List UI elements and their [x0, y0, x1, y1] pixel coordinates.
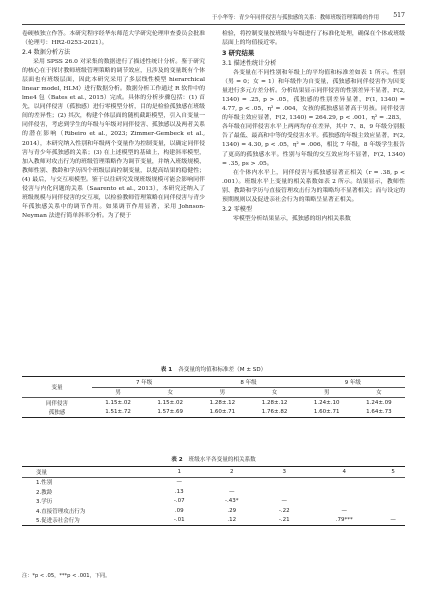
column-header: 3	[261, 467, 308, 478]
section-heading: 3 研究结果	[222, 49, 255, 58]
paragraph: 零模型分析结果显示，孤独感的组内相关系数	[233, 215, 351, 222]
row-label: 孤独感	[48, 410, 66, 417]
table-cell	[261, 477, 308, 487]
paragraph: 检验，将控制变量按班级与年级进行了标准化处理，确保在个体或班级层面上的均值接近零。	[222, 31, 405, 47]
table-cell: 1.60±.71	[313, 409, 340, 416]
table-cell: -.43*	[224, 498, 239, 505]
table-cell: .09	[174, 507, 184, 514]
subsection-heading: 2.4 数据分析方法	[22, 49, 71, 57]
row-label: 1.性别	[36, 480, 53, 487]
table-note: 注：*p < .05，***p < .001，下同。	[22, 573, 111, 579]
table-cell: 1.24±.10	[313, 399, 340, 406]
table2	[22, 466, 405, 526]
table-cell: —	[176, 479, 182, 486]
left-column	[22, 30, 205, 221]
table-cell	[261, 487, 308, 497]
right-column	[222, 30, 405, 224]
table2-number: 表 2	[171, 457, 183, 463]
table-row	[22, 497, 405, 507]
column-header: 2	[203, 467, 261, 478]
table-cell: —	[281, 498, 287, 505]
table1-sex-header: 男	[301, 387, 353, 398]
table-cell	[307, 477, 381, 487]
table-cell: 1.51±.72	[105, 409, 131, 416]
table1-number: 表 1	[160, 367, 173, 373]
table-cell: 1.60±.71	[209, 409, 236, 416]
table1-sex-header: 女	[353, 387, 405, 398]
table-row	[22, 477, 405, 487]
row-label: 4.直接管理攻击行为	[36, 508, 86, 515]
table-cell: 1.76±.82	[261, 409, 288, 416]
table-cell	[381, 506, 405, 516]
table-cell	[307, 497, 381, 507]
table-cell: .29	[227, 507, 237, 514]
column-header: 1	[156, 467, 203, 478]
table-row	[22, 408, 405, 418]
table-cell: .13	[174, 488, 184, 495]
table-cell: 1.57±.69	[157, 409, 184, 416]
table1-title: 各变量的均值和标准差（M ± SD）	[178, 367, 267, 373]
table-cell: -.21	[278, 517, 290, 524]
table-cell: 1.28±.12	[209, 399, 236, 406]
table-cell: -.07	[173, 498, 185, 505]
table1-sex-header: 女	[248, 387, 300, 398]
table-cell	[381, 477, 405, 487]
table1-sex-header: 女	[144, 387, 196, 398]
table2-caption	[22, 455, 405, 463]
table-cell: 1.15±.02	[105, 399, 131, 406]
table-cell: —	[341, 507, 348, 514]
table1-grade8-header: 8 年级	[196, 377, 300, 388]
table-row	[22, 487, 405, 497]
table1-var-header: 变量	[22, 377, 92, 398]
subsection-heading: 3.1 描述性统计分析	[222, 60, 277, 68]
row-label: 3.学历	[36, 499, 53, 506]
table-cell: .79***	[335, 517, 353, 524]
table-cell: -.22	[278, 507, 290, 514]
table1-sex-header: 男	[196, 387, 248, 398]
table-row	[22, 506, 405, 516]
table-cell	[381, 487, 405, 497]
table-cell	[203, 477, 261, 487]
row-label: 同伴侵害	[45, 400, 68, 407]
paragraph: 卷硬核独立作答。本研究程序经华东师范大学研究伦理审查委员会批准（伦理号：HR2-0253-2021）。	[22, 31, 205, 47]
row-label: 2.教龄	[36, 489, 53, 496]
column-header: 5	[381, 467, 405, 478]
table1-grade7-header: 7 年级	[92, 377, 196, 388]
page-number: 517	[393, 12, 405, 19]
table1-sex-header: 男	[92, 387, 144, 398]
subsection-heading: 3.2 零模型	[222, 205, 252, 213]
paragraph: 采用 SPSS 26.0 对采集的数据进行了描述性统计分析。鉴于研究的核心在于探讨教师班级管理策略的调节效应，且涉及的变量既有个体层面也有班级层面，因此本研究采用了多层线性模型 hierarchical linear model, HLM）进行数据分析。数据分析工作通过 R 软件中的 lme4 包（Bates et al., 2015）完成。具体的分析步骤包括：(1) 首先，以同伴侵害（孤独感）进行零模型分析，目的是检验孤独感在班级间的差异性；(2) 其次，构建个体层面的随机截距模型，引入自变量一同伴侵害，考虑到学生的年级与年级对同伴侵害、孤独感以及两者关系的潜在影响（Ribeiro et al., 2023; Zimmer-Gembeck et al., 2014），本研究纳入性别和年级两个变量作为控制变量，以确定同伴侵害与青少年孤独感的关系；(3) 在上述模型的基础上，构建斜率模型，加入教师对攻击行为的班级管理策略作为调节变量，并纳入班级规模、教师性别、教龄和学历四个班级层面控制变量，以提高结果的稳健性；(4) 最后，与交互项模型。鉴于以往研究发现班级规模可能会影响同伴侵害与内化问题的关系（Saarento et al., 2013），本研究还纳入了班级规模与同伴侵害的交互项，以检验教师管理策略在同伴侵害与青少年孤独感关系中的调节作用。如果调节作用显著，采用 Johnson-Neyman 法进行简单斜率分析。为了便于	[22, 59, 205, 219]
paragraph: 各变量在不同性别和年级上的平均值和标准差如表 1 所示。性别（男 = 0；女 = 1）和年级作为自变量，孤独感和同伴侵害作为因变量进行多元方差分析。分析结果显示同伴侵害的性别差异不显著，F(2, 1340) = .25, p > .05，孤独感的性别差异显著，F(1, 1340) = 4.77, p < .05，η² = .004，女孩的孤独感显著高于男孩。同伴侵害的年级主效应显著，F(2, 1340) = 264.29, p < .001，η² = .283，各年级在同伴侵害水平上两两均存在差异，其中 7、8、9 年级分别报告了最低、最高和中等的受侵害水平。孤独感的年级主效应显著，F(2, 1340) = 4.30, p < .05，η² = .006，相比 7 年级，8 年级学生报告了更高的孤独感水平。性别与年级的交互效应均不显著，F(2, 1340) = .35, ps > .05。	[222, 70, 405, 167]
row-label: 5.促进亲社会行为	[36, 518, 80, 525]
table-row	[22, 398, 405, 408]
table1-caption	[22, 365, 405, 373]
table-cell	[307, 487, 381, 497]
table-cell: 1.15±.02	[157, 399, 184, 406]
table1-grade9-header: 9 年级	[301, 377, 405, 388]
table-cell	[381, 497, 405, 507]
column-header: 变量	[22, 467, 156, 478]
column-header: 4	[307, 467, 381, 478]
table2-title: 班级水平各变量的相关系数	[188, 457, 256, 463]
journal-running-title: 于小华等：青少年同伴侵害与孤独感的关系：教师班级管理策略的作用	[211, 15, 379, 21]
table-row	[22, 516, 405, 526]
table-cell: —	[228, 488, 235, 495]
table-cell: .12	[227, 517, 237, 524]
table-cell: 1.64±.73	[366, 409, 392, 416]
running-header	[22, 12, 405, 25]
table-cell: 1.28±.12	[261, 399, 288, 406]
paragraph: 在个体内水平上，同伴侵害与孤独感显著正相关（r = .38, p < .001）。班级水平上变量的相关系数如表 2 所示。结果显示，教师性别、教龄和学历与直接管理攻击行为的策略均不显著相关；而与设定的预期规则以及促进亲社会行为的策略呈显著正相关。	[222, 169, 405, 203]
table-cell: —	[390, 517, 396, 524]
table1	[22, 376, 405, 418]
table-cell: 1.24±.09	[366, 399, 392, 406]
table-cell: -.01	[173, 517, 185, 524]
